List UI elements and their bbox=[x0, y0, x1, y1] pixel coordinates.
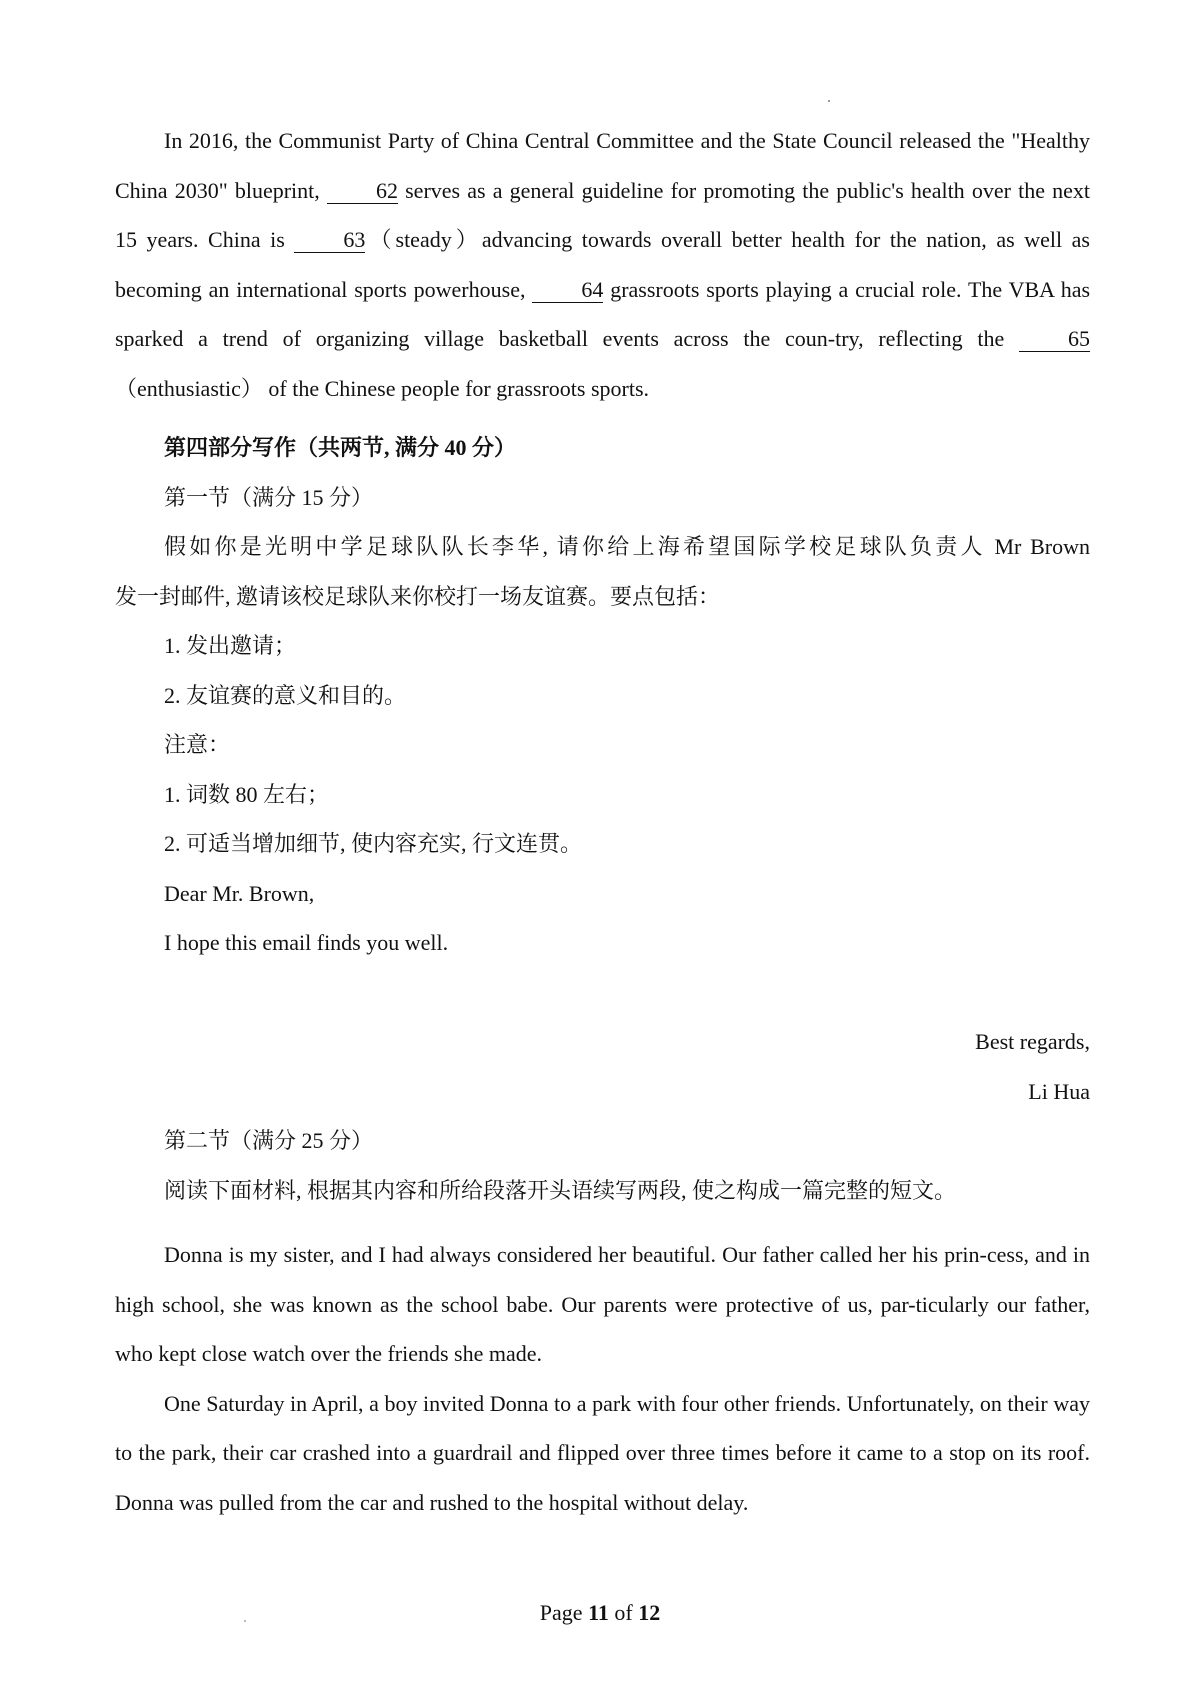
closing: Best regards, bbox=[975, 1029, 1090, 1054]
section1-title: 第一节（满分 15 分） bbox=[164, 484, 374, 510]
story-paragraph: Donna is my sister, and I had always considered her beautiful. Our father called her his prin-cess, and in high school, she was known as the school babe. Our parents were protective of us, par-ticularly our father, who kept close watch over the friends she made. bbox=[115, 1242, 1090, 1366]
section2-title: 第二节（满分 25 分） bbox=[164, 1128, 374, 1153]
story-passage bbox=[115, 1230, 1090, 1527]
section2-instruction: 阅读下面材料, 根据其内容和所给段落开头语续写两段, 使之构成一篇完整的短文。 bbox=[164, 1177, 957, 1203]
task-line-2: 发一封邮件, 邀请该校足球队来你校打一场友谊赛。要点包括： bbox=[115, 583, 721, 609]
point-1: 1. 发出邀请； bbox=[164, 633, 297, 658]
scan-speck bbox=[828, 100, 830, 102]
hint-65: （enthusiastic） bbox=[115, 375, 263, 401]
passage-text: grassroots sports playing a crucial role. The VBA has sparked a trend of organizing village basketball events across the coun-try, reflecting the bbox=[115, 276, 1091, 351]
current-page-number: 11 bbox=[588, 1600, 609, 1625]
hint-63: （steady） bbox=[365, 227, 482, 252]
note-1: 1. 词数 80 左右； bbox=[164, 781, 330, 807]
passage-text: advancing towards overall better health for the nation, as well as becoming an international sports powerhouse, bbox=[115, 227, 1090, 302]
cloze-paragraph bbox=[115, 116, 1090, 413]
passage-text: serves as a general guideline for promoting the public's health over the next 15 years. China is bbox=[115, 177, 1091, 252]
blank-62: 62 bbox=[327, 179, 398, 204]
of-word: of bbox=[614, 1600, 633, 1625]
blank-writing-space bbox=[115, 968, 1090, 1018]
page-word: Page bbox=[539, 1600, 583, 1625]
part-title: 第四部分写作（共两节, 满分 40 分） bbox=[164, 435, 517, 460]
signature: Li Hua bbox=[1028, 1078, 1090, 1104]
blank-64: 64 bbox=[532, 278, 603, 303]
note-2: 2. 可适当增加细节, 使内容充实, 行文连贯。 bbox=[164, 831, 583, 856]
story-paragraph: One Saturday in April, a boy invited Donna to a park with four other friends. Unfortunately, on their way to the park, their car crashed into a guardrail and flipped over three times before it came to a stop on its roof. Donna was pulled from the car and rushed to the hospital without delay. bbox=[115, 1390, 1090, 1515]
blank-63: 63 bbox=[294, 228, 365, 253]
writing-section bbox=[115, 423, 1090, 1215]
task-line-1: 假如你是光明中学足球队队长李华, 请你给上海希望国际学校足球队负责人 Mr Brown bbox=[164, 534, 1090, 559]
blank-65: 65 bbox=[1019, 327, 1090, 352]
cloze-passage bbox=[115, 116, 1090, 413]
page-footer bbox=[0, 1600, 1200, 1626]
passage-text: In 2016, the Communist Party of China Central Committee and the State Council released the "Healthy China 2030" blueprint, bbox=[115, 128, 1090, 203]
note-label: 注意： bbox=[164, 732, 231, 757]
total-page-number: 12 bbox=[638, 1600, 661, 1625]
salutation: Dear Mr. Brown, bbox=[164, 880, 315, 906]
opening-line: I hope this email finds you well. bbox=[164, 930, 449, 955]
passage-text: of the Chinese people for grassroots sports. bbox=[268, 375, 650, 401]
point-2: 2. 友谊赛的意义和目的。 bbox=[164, 682, 407, 708]
